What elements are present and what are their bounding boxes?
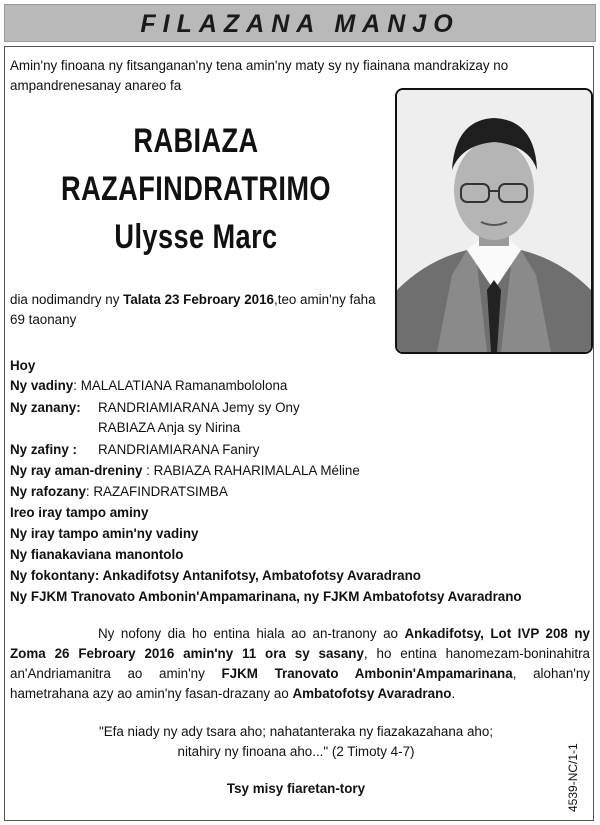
funeral-details — [10, 624, 590, 704]
bible-quote — [10, 722, 582, 762]
deceased-family-name: RAZAFINDRATRIMO — [61, 170, 331, 208]
deceased-given-names: Ulysse Marc — [114, 218, 278, 256]
parents-label: Ny ray aman-dreniny — [10, 463, 143, 478]
funeral-burial-place: Ambatofotsy Avaradrano — [292, 686, 452, 701]
children-line-2: RABIAZA Anja sy Nirina — [98, 420, 241, 435]
quote-line-2: nitahiry ny finoana aho..." (2 Timoty 4-7) — [177, 744, 415, 759]
death-suffix: ,teo amin'ny faha 69 taonany — [10, 292, 376, 327]
portrait-illustration — [397, 90, 591, 352]
death-announcement — [10, 290, 392, 330]
grandchildren-label: Ny zafiny — [10, 442, 69, 457]
funeral-text-2: , ho entina hanomezam-boninahitra an'Andriamanitra ao amin'ny — [10, 646, 590, 681]
portrait-photo — [395, 88, 593, 354]
funeral-text-4: . — [451, 686, 456, 701]
deceased-surname: RABIAZA — [133, 122, 259, 160]
family-children: Ny zanany: RANDRIAMIARANA Jemy sy Ony — [10, 398, 590, 418]
family-spouse — [10, 376, 590, 396]
family-parents — [10, 461, 590, 481]
family-spouse-siblings: Ny iray tampo amin'ny vadiny — [10, 526, 199, 541]
family-fokontany: Ny fokontany: Ankadifotsy Antanifotsy, Ambatofotsy Avaradrano — [10, 568, 421, 583]
family-siblings: Ireo iray tampo aminy — [10, 505, 149, 520]
family-fjkm: Ny FJKM Tranovato Ambonin'Ampamarinana, ny FJKM Ambatofotsy Avaradrano — [10, 589, 522, 604]
parents-value: : RABIAZA RAHARIMALALA Méline — [146, 463, 360, 478]
spouse-label: Ny vadiny — [10, 378, 74, 393]
family-in-laws — [10, 482, 590, 502]
in-laws-label: Ny rafozany — [10, 484, 86, 499]
funeral-text-3: , alohan'ny hametrahana azy ao amin'ny fasan-drazany ao — [10, 666, 590, 701]
closing-line: Tsy misy fiaretan-tory — [226, 781, 366, 796]
funeral-text-1: Ny nofony dia ho entina hiala ao an-tranony ao — [98, 626, 405, 641]
family-grandchildren: Ny zafiny : RANDRIAMIARANA Faniry — [10, 440, 590, 460]
children-label: Ny zanany — [10, 400, 77, 415]
notice-title: FILAZANA MANJO — [140, 10, 460, 38]
family-hoy: Hoy — [10, 358, 36, 373]
family-whole: Ny fianakaviana manontolo — [10, 547, 184, 562]
funeral-location-date: Ankadifotsy, Lot IVP 208 ny Zoma 26 Febroary 2016 amin'ny 11 ora sy sasany — [10, 626, 591, 661]
children-line-1: RANDRIAMIARANA Jemy sy Ony — [98, 400, 300, 415]
quote-line-1: "Efa niady ny ady tsara aho; nahatanteraka ny fiazakazahana aho; — [98, 724, 494, 739]
death-date: Talata 23 Febroary 2016 — [123, 292, 274, 307]
notice-header — [4, 4, 596, 42]
funeral-church: FJKM Tranovato Ambonin'Ampamarinana — [221, 666, 513, 681]
intro-text: Amin'ny finoana ny fitsanganan'ny tena amin'ny maty sy ny fiainana mandrakizay no ampandrenesanay anareo fa — [10, 58, 509, 93]
spouse-value: : MALALATIANA Ramanambololona — [73, 378, 288, 393]
death-prefix: dia nodimandry ny — [10, 292, 124, 307]
reference-code: 4539-NC/1-1 — [566, 743, 580, 812]
in-laws-value: : RAZAFINDRATSIMBA — [85, 484, 228, 499]
grandchildren-value: RANDRIAMIARANA Faniry — [98, 442, 260, 457]
